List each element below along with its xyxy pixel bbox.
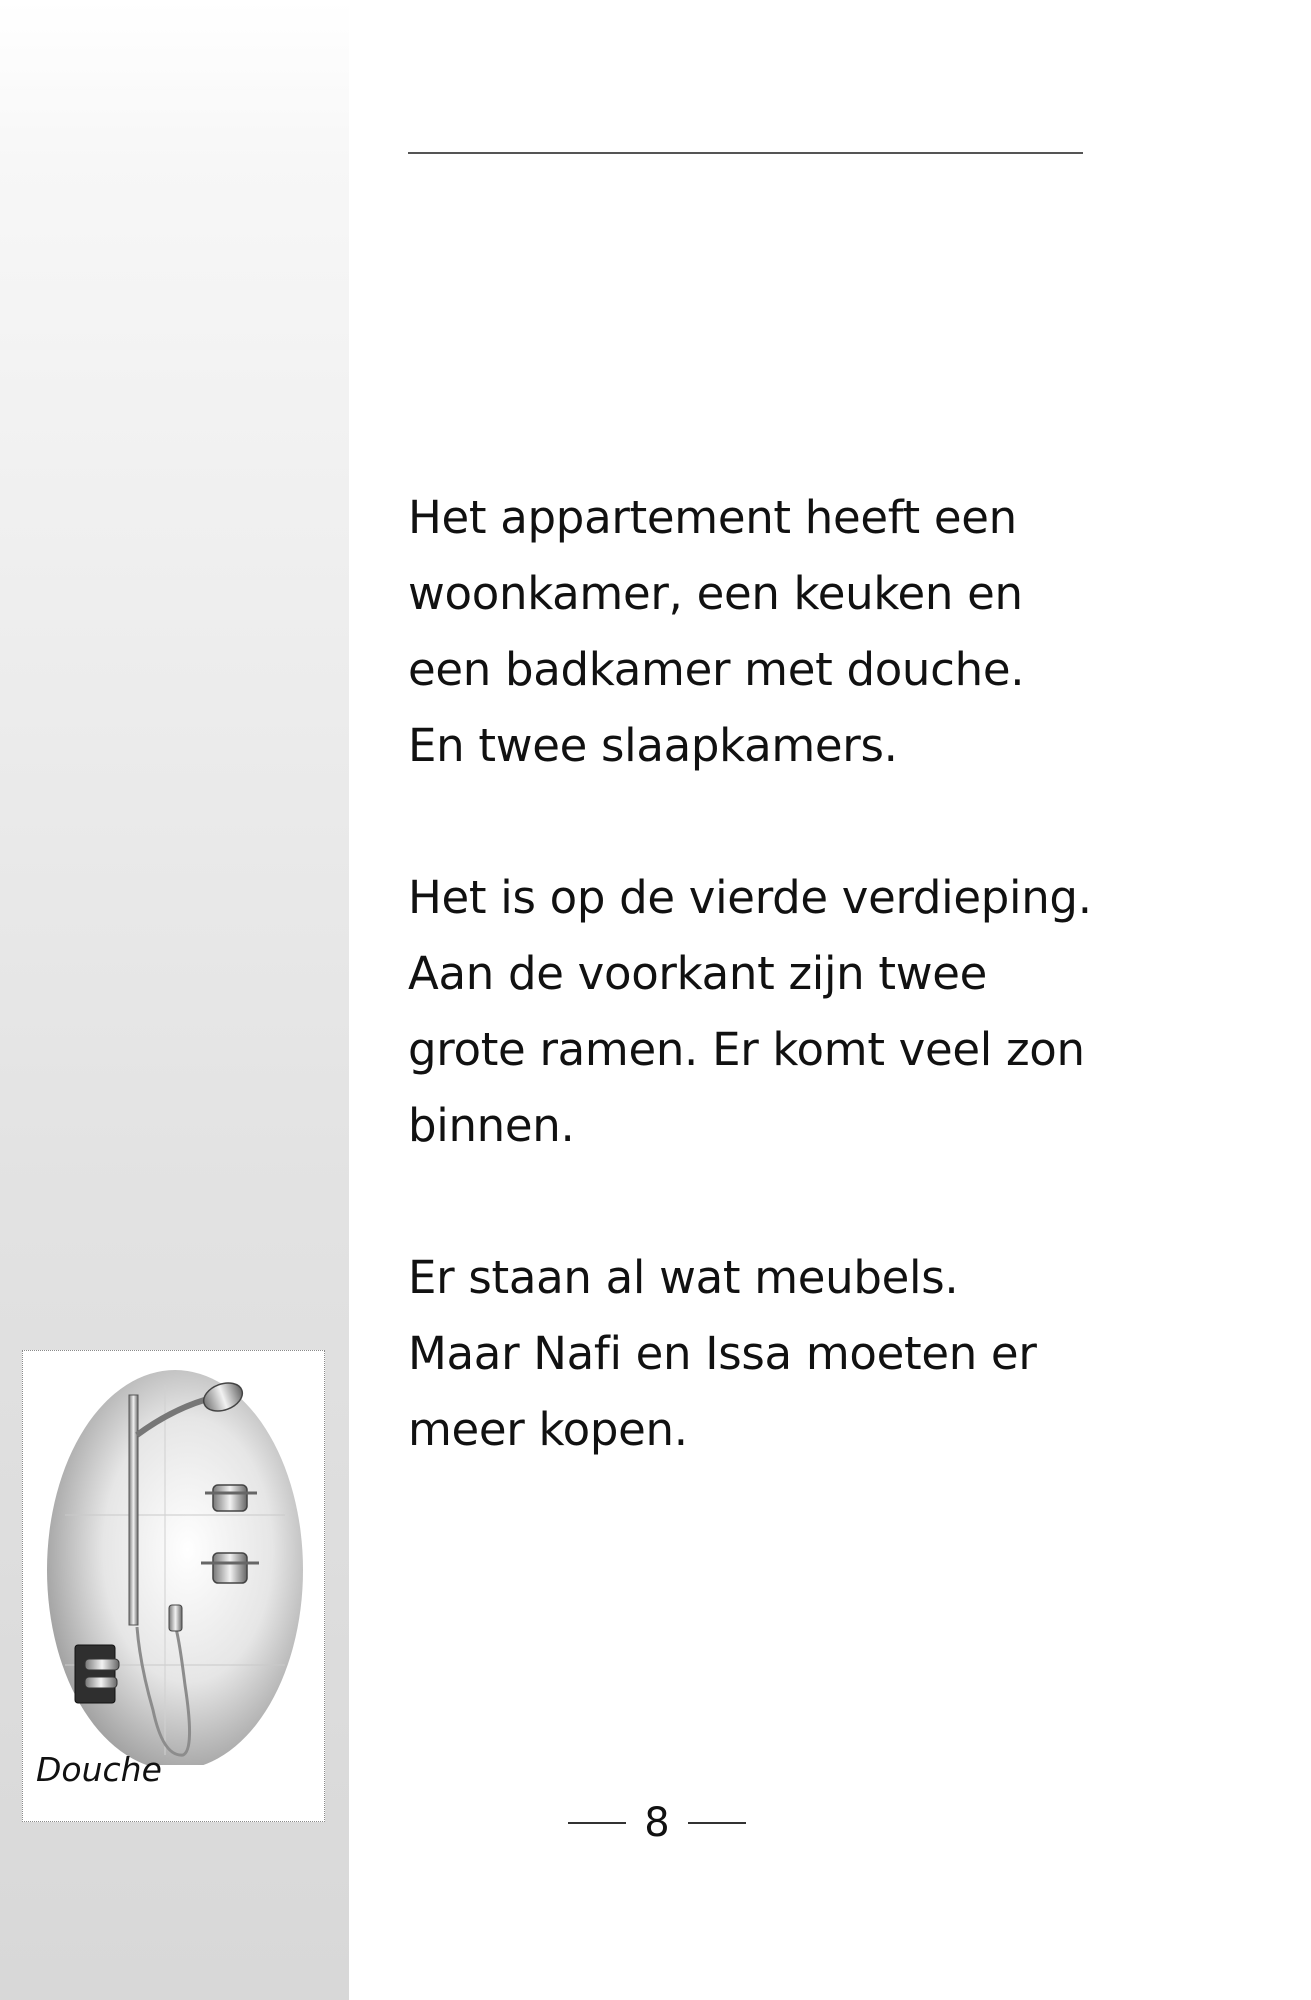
text-line: grote ramen. Er komt veel zon: [408, 1023, 1085, 1076]
footer-dash-left: [568, 1822, 626, 1824]
figure-caption: Douche: [36, 1750, 162, 1789]
text-line: een badkamer met douche.: [408, 643, 1025, 696]
text-line: binnen.: [408, 1099, 575, 1152]
paragraph-1: [408, 480, 1108, 784]
text-line: Het appartement heeft een: [408, 491, 1017, 544]
text-line: En twee slaapkamers.: [408, 719, 898, 772]
footer-dash-right: [688, 1822, 746, 1824]
text-line: Het is op de vierde verdieping.: [408, 871, 1092, 924]
page-number: 8: [644, 1800, 670, 1846]
text-line: woonkamer, een keuken en: [408, 567, 1023, 620]
text-line: Er staan al wat meubels.: [408, 1251, 959, 1304]
shower-illustration: [45, 1365, 305, 1765]
top-rule: [408, 152, 1083, 154]
paragraph-2: [408, 860, 1108, 1164]
body-text: [408, 480, 1108, 1544]
text-line: meer kopen.: [408, 1403, 688, 1456]
paragraph-3: [408, 1240, 1108, 1468]
page-footer: [568, 1798, 746, 1848]
text-line: Maar Nafi en Issa moeten er: [408, 1327, 1037, 1380]
text-line: Aan de voorkant zijn twee: [408, 947, 988, 1000]
